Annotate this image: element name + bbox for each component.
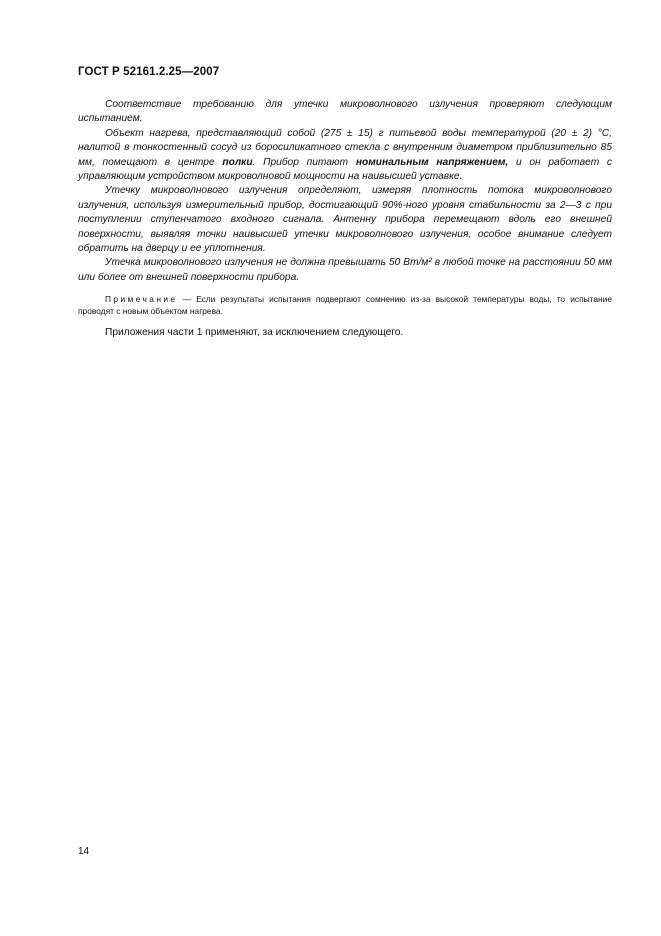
document-header: ГОСТ Р 52161.2.25—2007 [78,66,220,78]
paragraph-text: и он работает с управляющим устройством микроволновой мощности на наивысшей уставке. [78,156,613,183]
note-text: — Если результаты испытания подвергают сомнению из-за высокой температуры воды, то испытание проводят с новым объектом нагрева. [78,294,612,317]
paragraph-text: Объект нагрева, представляющий собой (275 ± 15) г питьевой воды температурой (20 ± 2) °С, налитой в тонкостенный сосуд из боросиликатного стекла с внутренним диаметром приблизительно 85 мм, помещают в центре [78,127,612,168]
paragraph-compliance-test: Соответствие требованию для утечки микроволнового излучения проверяют следующим испытанием. [78,99,612,125]
paragraph-leakage-limit: Утечка микроволнового излучения не должна превышать 50 Вт/м² в любой точке на расстоянии 50 мм или более от внешней поверхности прибора. [78,257,612,283]
paragraph-text: . Прибор питают [252,156,356,168]
term-shelf: полки [222,156,253,168]
paragraph-annexes: Приложения части 1 применяют, за исключением следующего. [105,326,404,338]
document-body [78,98,612,340]
paragraph-heating-object [78,127,612,185]
term-rated-voltage: номинальным напряжением, [355,156,509,168]
paragraph-leakage-measurement: Утечку микроволнового излучения определяют, измеряя плотность потока микроволнового излучения, используя измерительный прибор, достигающий 90%-ного уровня стабильности за 2—3 с при поступлении ступенчатого входного сигнала. Антенну прибора перемещают вдоль его внешней поверхности, выявляя точки наивысшей утечки микроволнового излучения, особое внимание следует обратить на дверцу и ее уплотнения. [78,185,612,255]
page-number: 14 [78,846,90,857]
note [78,293,612,317]
note-label: Примечание [105,294,178,305]
